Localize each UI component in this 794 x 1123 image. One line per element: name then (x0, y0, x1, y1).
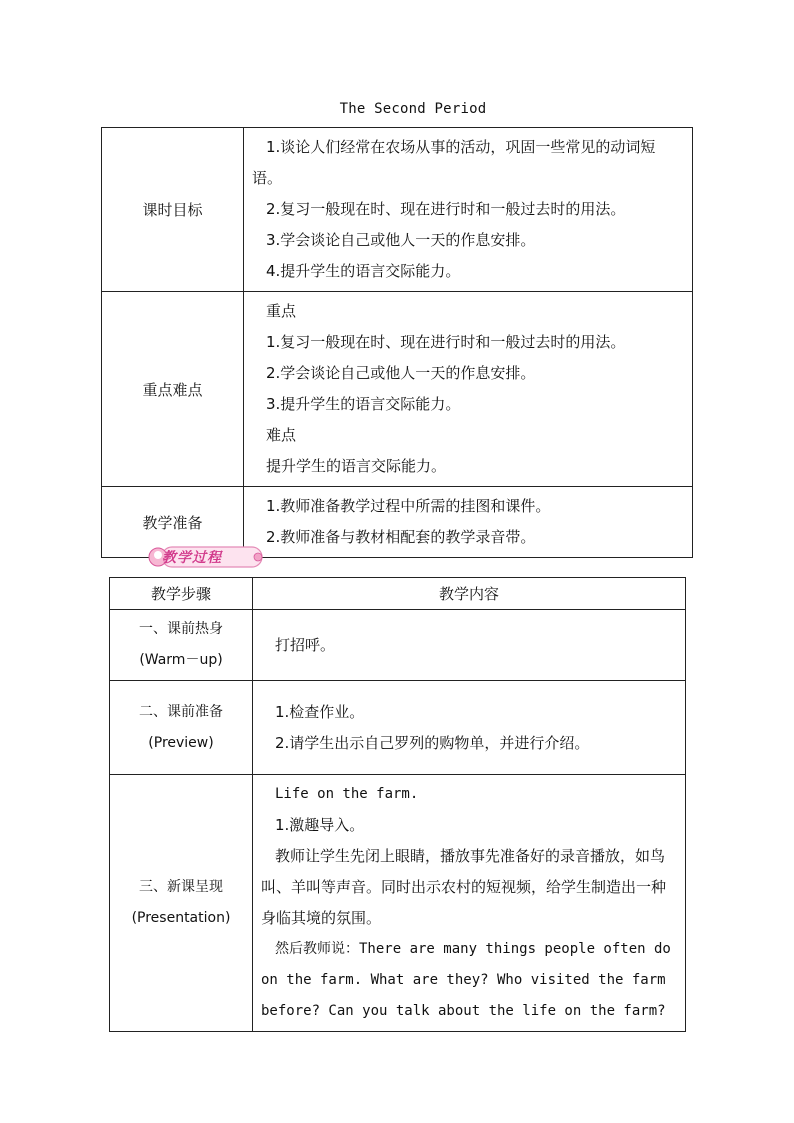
step-label: 二、课前准备(Preview) (110, 681, 253, 775)
table-row (102, 292, 693, 487)
table-row (102, 128, 693, 292)
content-line: 3.提升学生的语言交际能力。 (266, 395, 461, 413)
content-line: 难点 (266, 426, 297, 444)
table-header-row (110, 578, 686, 610)
step-label: 一、课前热身(Warm－up) (110, 610, 253, 681)
table-row (110, 775, 686, 1032)
step-content (253, 775, 686, 1032)
content-line: 1.教师准备教学过程中所需的挂图和课件。 (266, 497, 551, 515)
table-row (110, 681, 686, 775)
step-label: 三、新课呈现(Presentation) (110, 775, 253, 1032)
content-line: 2.复习一般现在时、现在进行时和一般过去时的用法。 (266, 200, 626, 218)
content-line: 然后教师说：There are many things people often do on the farm. What are they? Who visited the farm before? Can you talk about the life on the farm? (261, 941, 671, 1019)
row-label: 课时目标 (102, 128, 244, 292)
content-line: 打招呼。 (275, 635, 336, 654)
banner-title: 教学过程 (162, 550, 222, 566)
row-label: 重点难点 (102, 292, 244, 487)
content-line: 2.学会谈论自己或他人一天的作息安排。 (266, 364, 536, 382)
column-header: 教学内容 (253, 578, 686, 610)
content-line: 1.激趣导入。 (275, 816, 365, 834)
process-table (109, 577, 686, 1032)
content-line: 2.教师准备与教材相配套的教学录音带。 (266, 528, 536, 546)
table-row (110, 610, 686, 681)
content-line: 4.提升学生的语言交际能力。 (266, 262, 461, 280)
row-content (244, 487, 693, 558)
content-line: 1.检查作业。 (275, 702, 365, 721)
row-content (244, 292, 693, 487)
content-line: 2.请学生出示自己罗列的购物单，并进行介绍。 (275, 733, 590, 752)
content-line: 3.学会谈论自己或他人一天的作息安排。 (266, 231, 536, 249)
content-line: 提升学生的语言交际能力。 (266, 457, 447, 475)
content-line: Life on the farm. (275, 786, 419, 802)
step-content (253, 610, 686, 681)
row-content (244, 128, 693, 292)
content-line: 1.复习一般现在时、现在进行时和一般过去时的用法。 (266, 333, 626, 351)
column-header: 教学步骤 (110, 578, 253, 610)
page-title: The Second Period (339, 101, 487, 117)
content-line: 重点 (266, 302, 297, 320)
step-content (253, 681, 686, 775)
content-line: 1.谈论人们经常在农场从事的活动，巩固一些常见的动词短语。 (252, 138, 656, 187)
objectives-table (101, 127, 693, 558)
content-line: 教师让学生先闭上眼睛，播放事先准备好的录音播放，如鸟叫、羊叫等声音。同时出示农村的短视频，给学生制造出一种身临其境的氛围。 (261, 847, 667, 927)
row-label: 教学准备 (102, 487, 244, 558)
